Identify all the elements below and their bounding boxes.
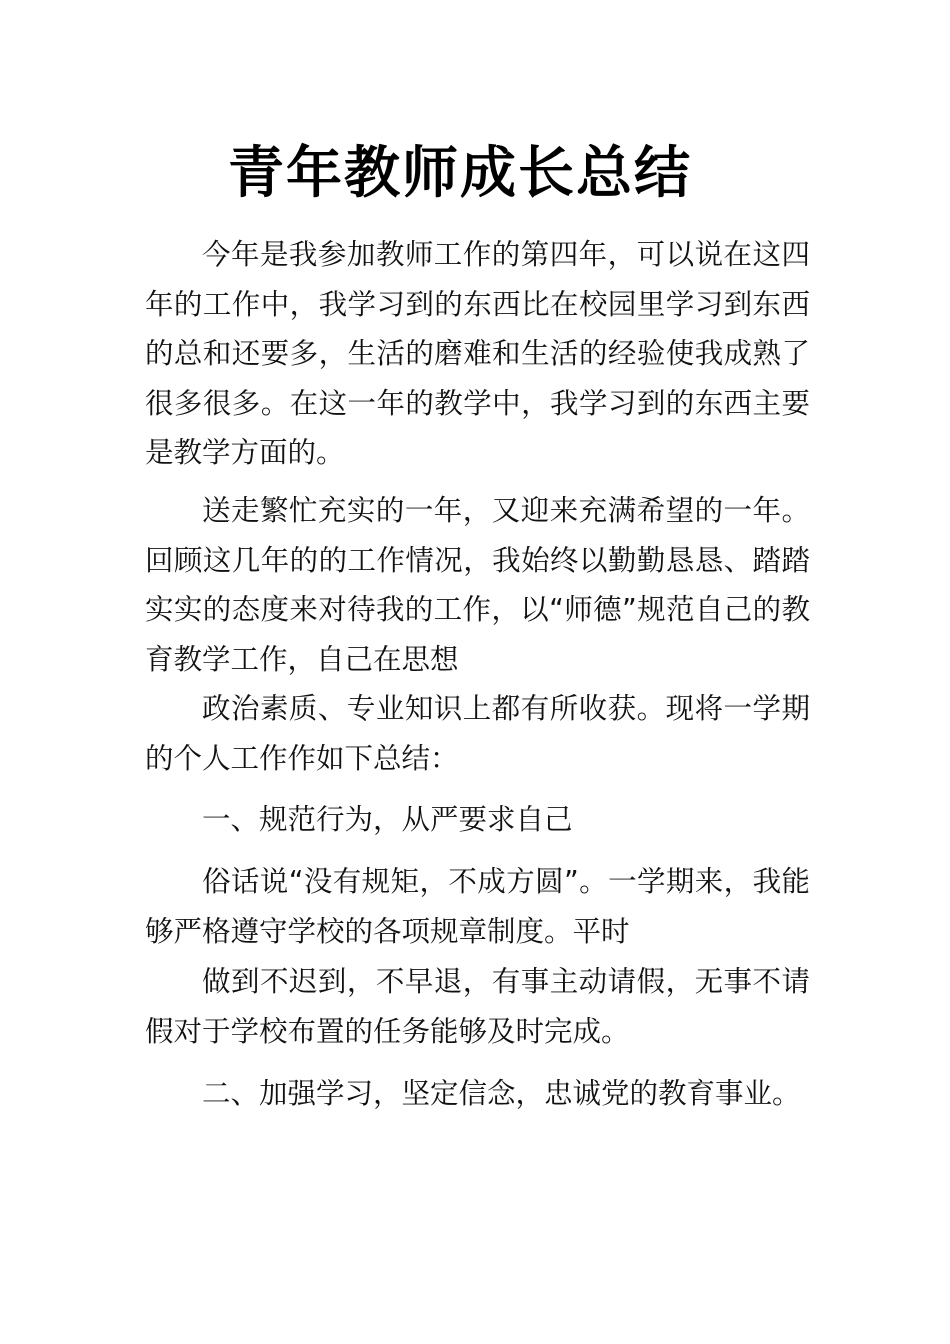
paragraph-rules: 俗话说“没有规矩，不成方圆”。一学期来，我能够严格遵守学校的各项规章制度。平时 (145, 865, 810, 948)
paragraph-review: 送走繁忙充实的一年，又迎来充满希望的一年。回顾这几年的的工作情况，我始终以勤勤恳恳、踏踏实实的态度来对待我的工作，以“师德”规范自己的教育教学工作，自己在思想 (145, 494, 810, 676)
document-title: 青年教师成长总结 (228, 141, 692, 206)
paragraph-intro: 今年是我参加教师工作的第四年，可以说在这四年的工作中，我学习到的东西比在校园里学习到东西的总和还要多，生活的磨难和生活的经验使我成熟了很多很多。在这一年的教学中，我学习到的东西主要是教学方面的。 (145, 238, 810, 469)
paragraph-summary-lead: 政治素质、专业知识上都有所收获。现将一学期的个人工作作如下总结： (145, 692, 810, 775)
section-heading-1: 一、规范行为，从严要求自己 (202, 803, 573, 836)
paragraph-attendance: 做到不迟到，不早退，有事主动请假，无事不请假对于学校布置的任务能够及时完成。 (145, 965, 810, 1048)
section-heading-2: 二、加强学习，坚定信念，忠诚党的教育事业。 (202, 1077, 801, 1110)
